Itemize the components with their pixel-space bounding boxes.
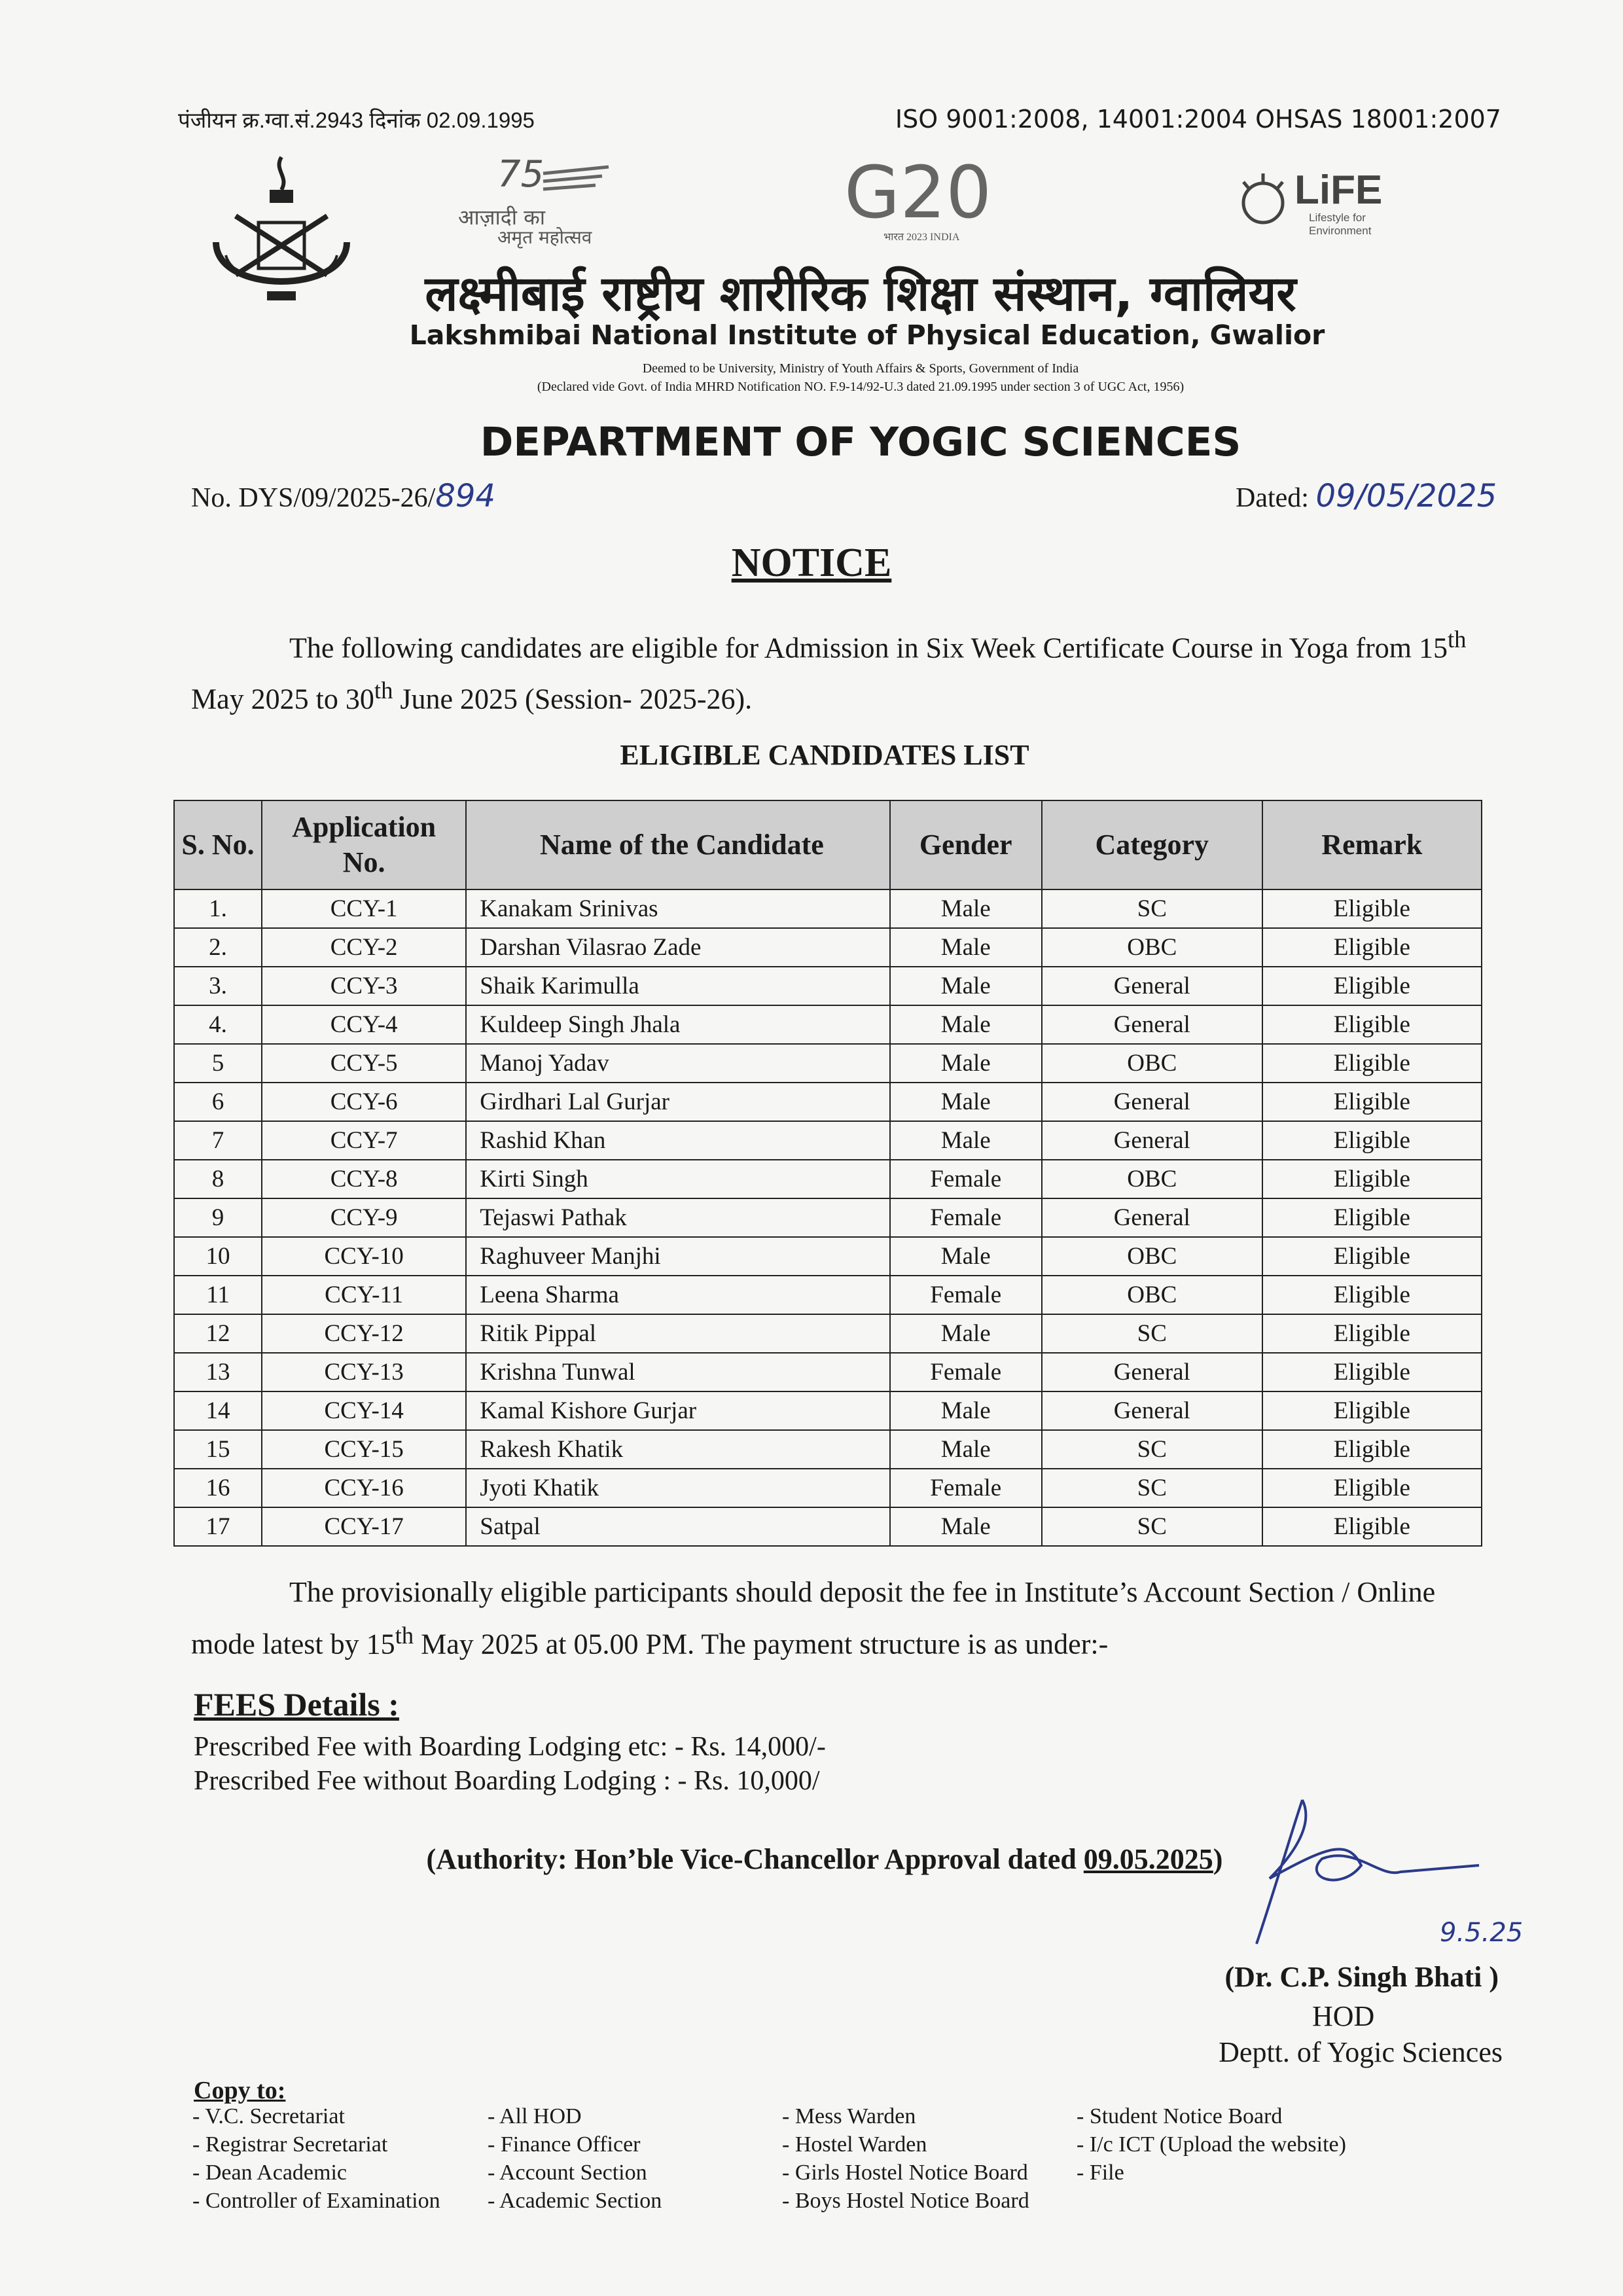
cell-gender: Male [890,967,1042,1005]
copy-to-item: - Controller of Examination [192,2189,440,2213]
cell-remark: Eligible [1262,1121,1482,1160]
authority-close: ) [1213,1843,1223,1875]
cell-sno: 7 [174,1121,262,1160]
cell-category: OBC [1042,1160,1262,1198]
cell-name: Leena Sharma [466,1276,889,1314]
cell-category: OBC [1042,1276,1262,1314]
copy-to-item: - I/c ICT (Upload the website) [1077,2132,1346,2157]
table-row [174,1353,1482,1391]
header-application: Application No. [262,800,466,889]
cell-remark: Eligible [1262,1391,1482,1430]
cell-application: CCY-14 [262,1391,466,1430]
payment-paragraph [191,1571,1495,1666]
copy-to-column-3 [782,2102,1029,2215]
header-category: Category [1042,800,1262,889]
cell-remark: Eligible [1262,1237,1482,1276]
signature-date: 9.5.25 [1440,1918,1524,1948]
authority-text: (Authority: Hon’ble Vice-Chancellor Approval dated [426,1843,1084,1875]
cell-gender: Female [890,1469,1042,1507]
cell-application: CCY-13 [262,1353,466,1391]
copy-to-column-1 [192,2102,440,2215]
copy-to-column-4 [1077,2102,1346,2187]
life-sub2: Environment [1309,224,1372,237]
cell-name: Shaik Karimulla [466,967,889,1005]
table-row [174,1391,1482,1430]
cell-remark: Eligible [1262,967,1482,1005]
cell-sno: 4. [174,1005,262,1044]
cell-category: SC [1042,1507,1262,1546]
cell-category: OBC [1042,1237,1262,1276]
cell-gender: Male [890,1044,1042,1083]
header-gender: Gender [890,800,1042,889]
cell-gender: Male [890,1314,1042,1353]
cell-category: General [1042,1391,1262,1430]
reference-handwritten: 894 [435,478,495,514]
copy-to-item: - File [1077,2161,1124,2185]
cell-name: Ritik Pippal [466,1314,889,1353]
cell-gender: Male [890,1507,1042,1546]
cell-application: CCY-10 [262,1237,466,1276]
cell-sno: 13 [174,1353,262,1391]
signatory-department: Deptt. of Yogic Sciences [1219,2036,1503,2068]
cell-name: Kirti Singh [466,1160,889,1198]
dated-handwritten: 09/05/2025 [1315,478,1497,514]
copy-to-item: - Mess Warden [782,2104,916,2128]
iso-certification: ISO 9001:2008, 14001:2004 OHSAS 18001:2007 [895,105,1501,134]
candidates-table [173,800,1482,1547]
cell-remark: Eligible [1262,1198,1482,1237]
copy-to-column-2 [488,2102,662,2215]
fees-heading: FEES Details : [194,1686,399,1723]
copy-to-item: - Hostel Warden [782,2132,927,2157]
cell-application: CCY-8 [262,1160,466,1198]
header-name: Name of the Candidate [466,800,889,889]
cell-application: CCY-3 [262,967,466,1005]
table-row [174,1507,1482,1546]
cell-name: Krishna Tunwal [466,1353,889,1391]
cell-category: OBC [1042,1044,1262,1083]
cell-sno: 6 [174,1083,262,1121]
cell-application: CCY-17 [262,1507,466,1546]
cell-sno: 2. [174,928,262,967]
cell-gender: Female [890,1160,1042,1198]
cell-application: CCY-1 [262,889,466,928]
list-title: ELIGIBLE CANDIDATES LIST [620,739,1029,771]
cell-category: General [1042,1083,1262,1121]
cell-sno: 16 [174,1469,262,1507]
cell-application: CCY-5 [262,1044,466,1083]
cell-remark: Eligible [1262,1276,1482,1314]
cell-application: CCY-15 [262,1430,466,1469]
copy-to-item: - Boys Hostel Notice Board [782,2189,1029,2213]
cell-category: SC [1042,1430,1262,1469]
cell-sno: 11 [174,1276,262,1314]
header-sno: S. No. [174,800,262,889]
authority-date: 09.05.2025 [1083,1843,1213,1875]
department-title: DEPARTMENT OF YOGIC SCIENCES [480,419,1241,465]
payment-part-b: May 2025 at 05.00 PM. The payment structure is as under:- [414,1628,1109,1660]
registration-number: पंजीयन क्र.ग्वा.सं.2943 दिनांक 02.09.1995 [178,108,535,132]
cell-gender: Female [890,1276,1042,1314]
cell-gender: Male [890,928,1042,967]
notice-heading: NOTICE [731,541,892,585]
copy-to-heading: Copy to: [194,2077,286,2104]
cell-category: SC [1042,889,1262,928]
table-row [174,1005,1482,1044]
table-row [174,1430,1482,1469]
cell-gender: Female [890,1198,1042,1237]
cell-application: CCY-9 [262,1198,466,1237]
cell-remark: Eligible [1262,1160,1482,1198]
cell-category: General [1042,1121,1262,1160]
azadi-line2: अमृत महोत्सव [497,226,592,248]
intro-part-a: The following candidates are eligible for Admission in Six Week Certificate Course in Yoga from 15 [289,632,1448,664]
cell-application: CCY-6 [262,1083,466,1121]
cell-name: Darshan Vilasrao Zade [466,928,889,967]
cell-application: CCY-12 [262,1314,466,1353]
table-row [174,1044,1482,1083]
declaration-line: (Declared vide Govt. of India MHRD Notification NO. F.9-14/92-U.3 dated 21.09.1995 under section 3 of UGC Act, 1956) [537,380,1185,394]
cell-name: Tejaswi Pathak [466,1198,889,1237]
intro-sup-1: th [1447,626,1467,653]
cell-gender: Male [890,1005,1042,1044]
cell-category: SC [1042,1469,1262,1507]
reference-prefix: No. DYS/09/2025-26/ [191,483,436,513]
copy-to-item: - Student Notice Board [1077,2104,1283,2128]
table-row [174,1121,1482,1160]
cell-remark: Eligible [1262,1430,1482,1469]
cell-category: OBC [1042,928,1262,967]
cell-remark: Eligible [1262,1005,1482,1044]
reference-number [191,478,495,514]
notice-date [1236,478,1497,514]
cell-application: CCY-16 [262,1469,466,1507]
intro-sup-2: th [374,676,393,704]
copy-to-item: - All HOD [488,2104,582,2128]
deemed-university-line: Deemed to be University, Ministry of Youth Affairs & Sports, Government of India [642,361,1079,376]
cell-remark: Eligible [1262,1083,1482,1121]
intro-paragraph [191,619,1495,720]
cell-sno: 8 [174,1160,262,1198]
cell-sno: 1. [174,889,262,928]
copy-to-item: - V.C. Secretariat [192,2104,345,2128]
table-row [174,889,1482,928]
cell-remark: Eligible [1262,1044,1482,1083]
cell-sno: 3. [174,967,262,1005]
cell-application: CCY-11 [262,1276,466,1314]
svg-text:75: 75 [497,153,544,196]
cell-name: Kuldeep Singh Jhala [466,1005,889,1044]
life-sub1: Lifestyle for [1309,211,1366,224]
cell-category: General [1042,1198,1262,1237]
azadi-line1: आज़ादी का [458,205,546,230]
cell-sno: 14 [174,1391,262,1430]
institute-name-english: Lakshmibai National Institute of Physical Education, Gwalior [409,319,1325,351]
life-logo-icon [1237,167,1407,245]
cell-remark: Eligible [1262,1469,1482,1507]
cell-sno: 12 [174,1314,262,1353]
cell-sno: 9 [174,1198,262,1237]
copy-to-item: - Finance Officer [488,2132,641,2157]
cell-name: Satpal [466,1507,889,1546]
cell-name: Girdhari Lal Gurjar [466,1083,889,1121]
cell-sno: 10 [174,1237,262,1276]
cell-sno: 17 [174,1507,262,1546]
cell-category: General [1042,967,1262,1005]
institute-name-hindi: लक्ष्मीबाई राष्ट्रीय शारीरिक शिक्षा संस्थान, ग्वालियर [425,266,1296,322]
cell-application: CCY-7 [262,1121,466,1160]
life-text: LiFE [1294,168,1383,213]
cell-name: Kamal Kishore Gurjar [466,1391,889,1430]
cell-name: Manoj Yadav [466,1044,889,1083]
signatory-name: (Dr. C.P. Singh Bhati ) [1224,1961,1499,1993]
cell-remark: Eligible [1262,1314,1482,1353]
table-row [174,1276,1482,1314]
cell-category: General [1042,1005,1262,1044]
intro-part-c: June 2025 (Session- 2025-26). [393,683,753,715]
signatory-designation: HOD [1312,2000,1375,2032]
cell-gender: Male [890,1083,1042,1121]
table-row [174,1237,1482,1276]
cell-remark: Eligible [1262,889,1482,928]
cell-name: Jyoti Khatik [466,1469,889,1507]
intro-part-b: May 2025 to 30 [191,683,374,715]
table-row [174,1314,1482,1353]
cell-name: Raghuveer Manjhi [466,1237,889,1276]
cell-sno: 5 [174,1044,262,1083]
table-body [174,889,1482,1546]
copy-to-item: - Girls Hostel Notice Board [782,2161,1028,2185]
cell-name: Rakesh Khatik [466,1430,889,1469]
azadi-75-logo-icon [458,147,654,248]
table-row [174,928,1482,967]
fee-with-boarding: Prescribed Fee with Boarding Lodging etc: - Rs. 14,000/- [194,1732,826,1762]
header-remark: Remark [1262,800,1482,889]
table-row [174,1469,1482,1507]
table-row [174,1198,1482,1237]
cell-gender: Male [890,889,1042,928]
cell-name: Kanakam Srinivas [466,889,889,928]
copy-to-item: - Registrar Secretariat [192,2132,388,2157]
g20-sub: भारत 2023 INDIA [883,232,960,243]
table-row [174,1160,1482,1198]
cell-remark: Eligible [1262,1353,1482,1391]
cell-remark: Eligible [1262,1507,1482,1546]
payment-part-a: The provisionally eligible participants should deposit the fee in Institute’s Account Section / Online mode latest by 15 [191,1576,1436,1660]
copy-to-item: - Dean Academic [192,2161,347,2185]
table-header-row [174,800,1482,889]
cell-application: CCY-4 [262,1005,466,1044]
cell-category: SC [1042,1314,1262,1353]
copy-to-item: - Account Section [488,2161,647,2185]
dated-label: Dated: [1236,483,1316,513]
cell-remark: Eligible [1262,928,1482,967]
g20-logo-icon [838,151,1034,249]
cell-gender: Female [890,1353,1042,1391]
payment-sup: th [395,1622,414,1649]
cell-gender: Male [890,1237,1042,1276]
copy-to-item: - Academic Section [488,2189,662,2213]
cell-gender: Male [890,1391,1042,1430]
cell-name: Rashid Khan [466,1121,889,1160]
cell-gender: Male [890,1430,1042,1469]
cell-sno: 15 [174,1430,262,1469]
g20-text: G20 [844,151,992,234]
signature-icon [1230,1787,1571,1983]
table-row [174,967,1482,1005]
fee-without-boarding: Prescribed Fee without Boarding Lodging : - Rs. 10,000/ [194,1766,820,1796]
cell-category: General [1042,1353,1262,1391]
cell-application: CCY-2 [262,928,466,967]
table-row [174,1083,1482,1121]
cell-gender: Male [890,1121,1042,1160]
